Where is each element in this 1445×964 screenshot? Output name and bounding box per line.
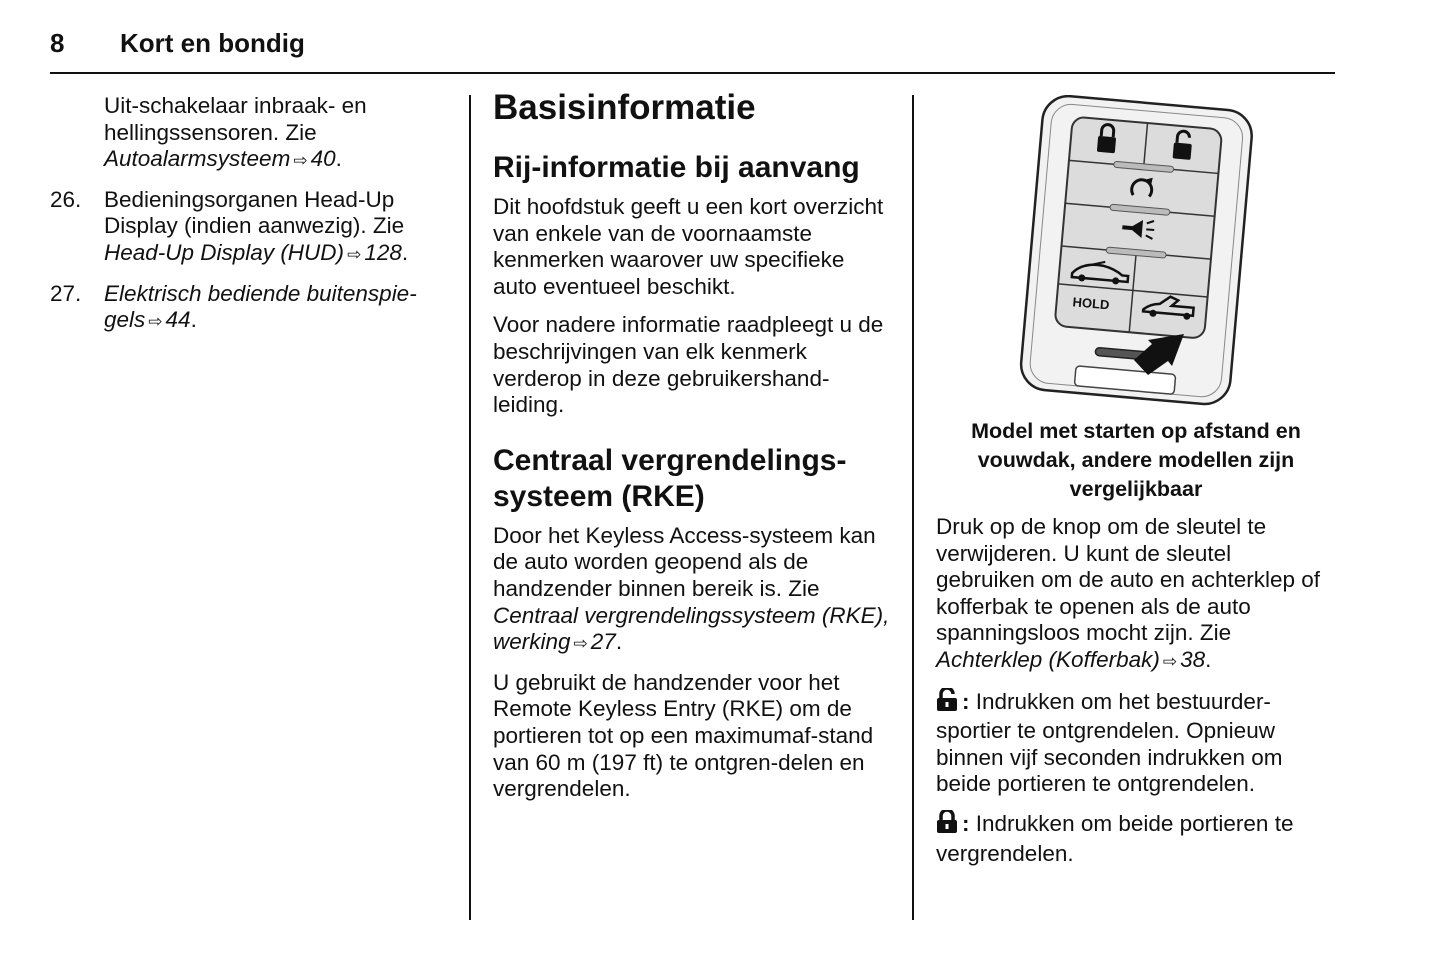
column-divider-right — [912, 95, 914, 920]
ref-link-trunk[interactable]: Achterklep (Kofferbak) ⇨ 38 — [936, 646, 1206, 672]
fob-hold-label: HOLD — [1072, 294, 1111, 313]
page-ref-arrow-icon: ⇨ — [148, 312, 163, 332]
list-item: 27. Elektrisch bediende buitenspie-gels ⇨ 44. — [50, 280, 417, 333]
section-heading: Rij-informatie bij aanvang — [493, 151, 860, 184]
right-column — [936, 95, 1336, 879]
figure-caption: Model met starten op afstand en vouwdak, andere modellen zijn vergelijkbaar — [971, 419, 1301, 501]
ref-link-mirrors[interactable]: Elektrisch bediende buitenspie-gels ⇨ 44 — [104, 280, 417, 333]
key-fob-illustration — [936, 95, 1336, 417]
page-ref-arrow-icon: ⇨ — [293, 151, 308, 171]
paragraph: Druk op de knop om de sleutel te verwijderen. U kunt de sleutel gebruiken om de auto en achterklep of kofferbak te openen als de auto spanningsloos mocht zijn. Zie Achterklep (Kofferbak) ⇨ 38. — [936, 514, 1321, 672]
paragraph-unlock: : Indrukken om het bestuurder-sportier te ontgrendelen. Opnieuw binnen vijf seconden indrukken om beide portieren te ontgrendelen. — [936, 688, 1283, 797]
page-header — [50, 28, 1335, 74]
chapter-title: Basisinformatie — [493, 88, 756, 127]
list-item-number: 27. — [50, 280, 82, 306]
paragraph: Voor nadere informatie raadpleegt u de beschrijvingen van elk kenmerk verderop in deze gebruikershand-leiding. — [493, 312, 884, 418]
key-fob-figure — [936, 95, 1336, 417]
lock-icon — [936, 810, 958, 841]
paragraph: U gebruikt de handzender voor het Remote Keyless Entry (RKE) om de portieren tot op een maximumaf-stand van 60 m (197 ft) te ontgren-delen en vergrendelen. — [493, 669, 874, 802]
ref-link-hud[interactable]: Head-Up Display (HUD) ⇨ 128 — [104, 239, 402, 265]
left-column — [50, 93, 450, 348]
paragraph-lock: : Indrukken om beide portieren te vergrendelen. — [936, 810, 1294, 866]
ref-link-rke[interactable]: Centraal vergrendelingssysteem (RKE), werking ⇨ 27 — [493, 602, 890, 655]
section-heading: Centraal vergrendelings-systeem (RKE) — [493, 443, 847, 513]
list-item-continuation: Uit-schakelaar inbraak- en hellingssensoren. Zie Autoalarmsysteem ⇨ 40. — [104, 93, 367, 172]
unlock-icon — [936, 688, 958, 719]
list-item-text: Bedieningsorganen Head-Up Display (indien aanwezig). Zie — [104, 186, 405, 239]
page-ref-arrow-icon: ⇨ — [1162, 651, 1178, 671]
paragraph: Door het Keyless Access-systeem kan de auto worden geopend als de handzender binnen bereik is. Zie Centraal vergrendelingssysteem (RKE), werking ⇨ 27. — [493, 522, 890, 655]
page-ref-arrow-icon: ⇨ — [573, 634, 588, 654]
list-item: 26. Bedieningsorganen Head-Up Display (indien aanwezig). Zie Head-Up Display (HUD) ⇨ 128. — [50, 186, 409, 265]
ref-link-autoalarm[interactable]: Autoalarmsysteem ⇨ 40 — [104, 146, 336, 172]
page-ref-arrow-icon: ⇨ — [347, 244, 362, 264]
section-title: Kort en bondig — [120, 28, 305, 58]
continuation-text: Uit-schakelaar inbraak- en hellingssensoren. Zie — [104, 93, 367, 145]
list-item-number: 26. — [50, 186, 82, 212]
middle-column — [493, 88, 893, 815]
page-number: 8 — [50, 28, 65, 58]
paragraph: Dit hoofdstuk geeft u een kort overzicht van enkele van de voornaamste kenmerken waarover uw specifieke auto eventueel beschikt. — [493, 194, 884, 299]
column-divider-left — [469, 95, 471, 920]
